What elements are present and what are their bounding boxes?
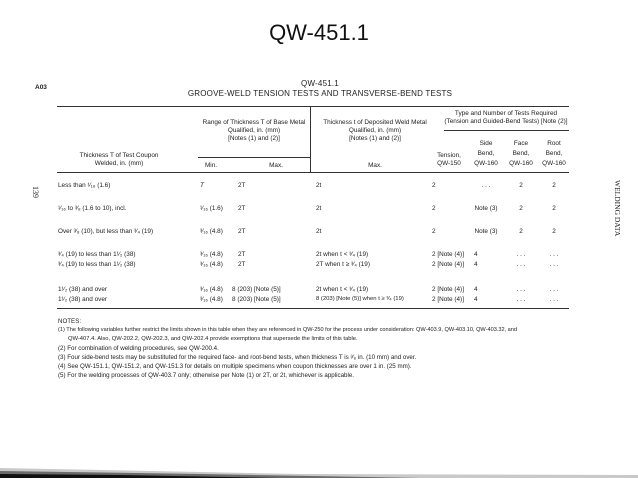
- row-4-max: 2T: [238, 251, 246, 258]
- row-5-min: ³⁄₁₆ (4.8): [200, 261, 223, 268]
- row-7-side: 4: [474, 296, 478, 303]
- row-5-coupon: ³⁄₄ (19) to less than 1¹⁄₂ (38): [58, 261, 136, 268]
- header-bottom-rule: [57, 172, 569, 173]
- row-3-coupon: Over ³⁄₈ (10), but less than ³⁄₄ (19): [58, 228, 154, 235]
- row-1-side: . . .: [481, 182, 491, 189]
- header-tests-1: Type and Number of Tests Required: [454, 110, 558, 117]
- row-1-deposit: 2t: [316, 182, 322, 189]
- header-root-2: Bend,: [545, 150, 563, 157]
- notes-heading: NOTES:: [58, 318, 82, 325]
- row-2-side: Note (3): [474, 205, 498, 212]
- note-4: (4) See QW-151.1, QW-151.2, and QW-151.3 for details on multiple specimens when coupon thicknesses are over 1 in. (25 mm).: [58, 363, 412, 370]
- row-2-root: 2: [552, 205, 556, 212]
- header-deposit-max: Max.: [368, 162, 382, 169]
- row-7-root: . . .: [549, 296, 559, 303]
- row-6-root: . . .: [549, 286, 559, 293]
- row-2-max: 2T: [238, 205, 246, 212]
- header-base-2: Qualified, in. (mm): [227, 127, 281, 134]
- header-face-1: Face: [513, 140, 529, 147]
- base-group-rule: [198, 157, 310, 158]
- row-7-min: ³⁄₁₆ (4.8): [200, 296, 223, 303]
- row-1-root: 2: [552, 182, 556, 189]
- row-5-deposit: 2T when t ≥ ³⁄₄ (19): [316, 261, 370, 268]
- row-6-face: . . .: [516, 286, 526, 293]
- row-7-face: . . .: [516, 296, 526, 303]
- header-max: Max.: [269, 162, 283, 169]
- row-2-deposit: 2t: [316, 205, 322, 212]
- row-3-tension: 2: [432, 228, 436, 235]
- document-tag: A03: [35, 84, 47, 91]
- header-coupon-2: Welded, in. (mm): [94, 160, 144, 167]
- row-6-coupon: 1¹⁄₂ (38) and over: [58, 286, 108, 293]
- row-6-deposit: 2t when t < ³⁄₄ (19): [316, 286, 369, 293]
- row-7-coupon: 1¹⁄₂ (38) and over: [58, 296, 108, 303]
- row-1-max: 2T: [238, 182, 246, 189]
- slide-title: QW-451.1: [269, 20, 369, 45]
- row-1-face: 2: [519, 182, 523, 189]
- row-2-face: 2: [519, 205, 523, 212]
- row-3-min: ³⁄₁₆ (4.8): [200, 228, 223, 235]
- row-5-max: 2T: [238, 261, 246, 268]
- note-2: (2) For combination of welding procedures, see QW-200.4.: [58, 345, 219, 352]
- header-tension-1: Tension,: [437, 152, 461, 159]
- row-1-min: T: [200, 182, 204, 189]
- note-1-line-1: (1) The following variables further restrict the limits shown in this table when they are referenced in QW-250 for the process under consideration: QW-403.9, QW-403.10, QW-403.32, and: [58, 327, 518, 333]
- row-1-coupon: Less than ¹⁄₁₆ (1.6): [58, 182, 111, 189]
- row-3-face: 2: [519, 228, 523, 235]
- header-deposit-3: [Notes (1) and (2)]: [349, 135, 401, 142]
- header-root-1: Root: [547, 140, 561, 147]
- header-tests-2: (Tension and Guided-Bend Tests) [Note (2)]: [444, 118, 568, 125]
- page-number: 139: [31, 186, 40, 198]
- row-4-face: . . .: [516, 251, 526, 258]
- row-2-coupon: ¹⁄₁₆ to ³⁄₈ (1.6 to 10), incl.: [58, 205, 127, 212]
- note-1-line-2: QW-407.4. Also, QW-202.2, QW-202.3, and QW-202.4 provide exemptions that supersede the limits of this table.: [68, 336, 358, 342]
- header-base-1: Range of Thickness T of Base Metal: [202, 119, 306, 126]
- header-side-2: Bend,: [477, 150, 495, 157]
- header-tension-2: QW-150: [437, 160, 461, 167]
- row-5-face: . . .: [516, 261, 526, 268]
- header-deposit-2: Qualified, in. (mm): [348, 127, 402, 134]
- row-6-side: 4: [474, 286, 478, 293]
- row-3-side: Note (3): [474, 228, 498, 235]
- row-5-tension: 2 [Note (4)]: [432, 261, 464, 268]
- header-face-3: QW-160: [509, 160, 533, 167]
- row-5-side: 4: [474, 261, 478, 268]
- tests-group-rule: [444, 130, 569, 131]
- header-deposit-1: Thickness t of Deposited Weld Metal: [323, 119, 427, 126]
- note-5: (5) For the welding processes of QW-403.7 only; otherwise per Note (1) or 2T, or 2t, whichever is applicable.: [58, 372, 354, 379]
- header-side-1: Side: [479, 140, 493, 147]
- row-4-deposit: 2t when t < ³⁄₄ (19): [316, 251, 369, 258]
- row-4-side: 4: [474, 251, 478, 258]
- row-5-root: . . .: [549, 261, 559, 268]
- document-code: QW-451.1: [301, 79, 339, 88]
- header-side-3: QW-160: [474, 160, 498, 167]
- row-4-tension: 2 [Note (4)]: [432, 251, 464, 258]
- row-4-root: . . .: [549, 251, 559, 258]
- row-7-deposit: 8 (203) [Note (5)] when t ≥ ³⁄₄ (19): [316, 296, 404, 302]
- side-caption: WELDING DATA: [613, 180, 622, 237]
- header-base-3: [Notes (1) and (2)]: [228, 135, 280, 142]
- row-6-tension: 2 [Note (4)]: [432, 286, 464, 293]
- row-7-tension: 2 [Note (4)]: [432, 296, 464, 303]
- row-6-max: 8 (203) [Note (5)]: [232, 286, 281, 293]
- row-4-min: ³⁄₁₆ (4.8): [200, 251, 223, 258]
- row-6-min: ³⁄₁₆ (4.8): [200, 286, 223, 293]
- decorative-bottom-swoosh: [0, 438, 638, 478]
- row-3-deposit: 2t: [316, 228, 322, 235]
- header-face-2: Bend,: [512, 150, 530, 157]
- row-2-min: ¹⁄₁₆ (1.6): [200, 205, 223, 212]
- table-bottom-rule: [57, 308, 569, 309]
- row-7-max: 8 (203) [Note (5)]: [232, 296, 281, 303]
- header-coupon-1: Thickness T of Test Coupon: [79, 152, 159, 159]
- row-4-coupon: ³⁄₄ (19) to less than 1¹⁄₂ (38): [58, 251, 136, 258]
- row-3-root: 2: [552, 228, 556, 235]
- document-title: GROOVE-WELD TENSION TESTS AND TRANSVERSE-BEND TESTS: [187, 89, 453, 98]
- row-2-tension: 2: [432, 205, 436, 212]
- note-3: (3) Four side-bend tests may be substituted for the required face- and root-bend tests, when thickness T is ³⁄₈ in. (10 mm) and over.: [58, 354, 417, 361]
- header-root-3: QW-160: [542, 160, 566, 167]
- row-1-tension: 2: [432, 182, 436, 189]
- header-min: Min.: [204, 162, 218, 169]
- table-top-rule: [57, 106, 569, 107]
- row-3-max: 2T: [238, 228, 246, 235]
